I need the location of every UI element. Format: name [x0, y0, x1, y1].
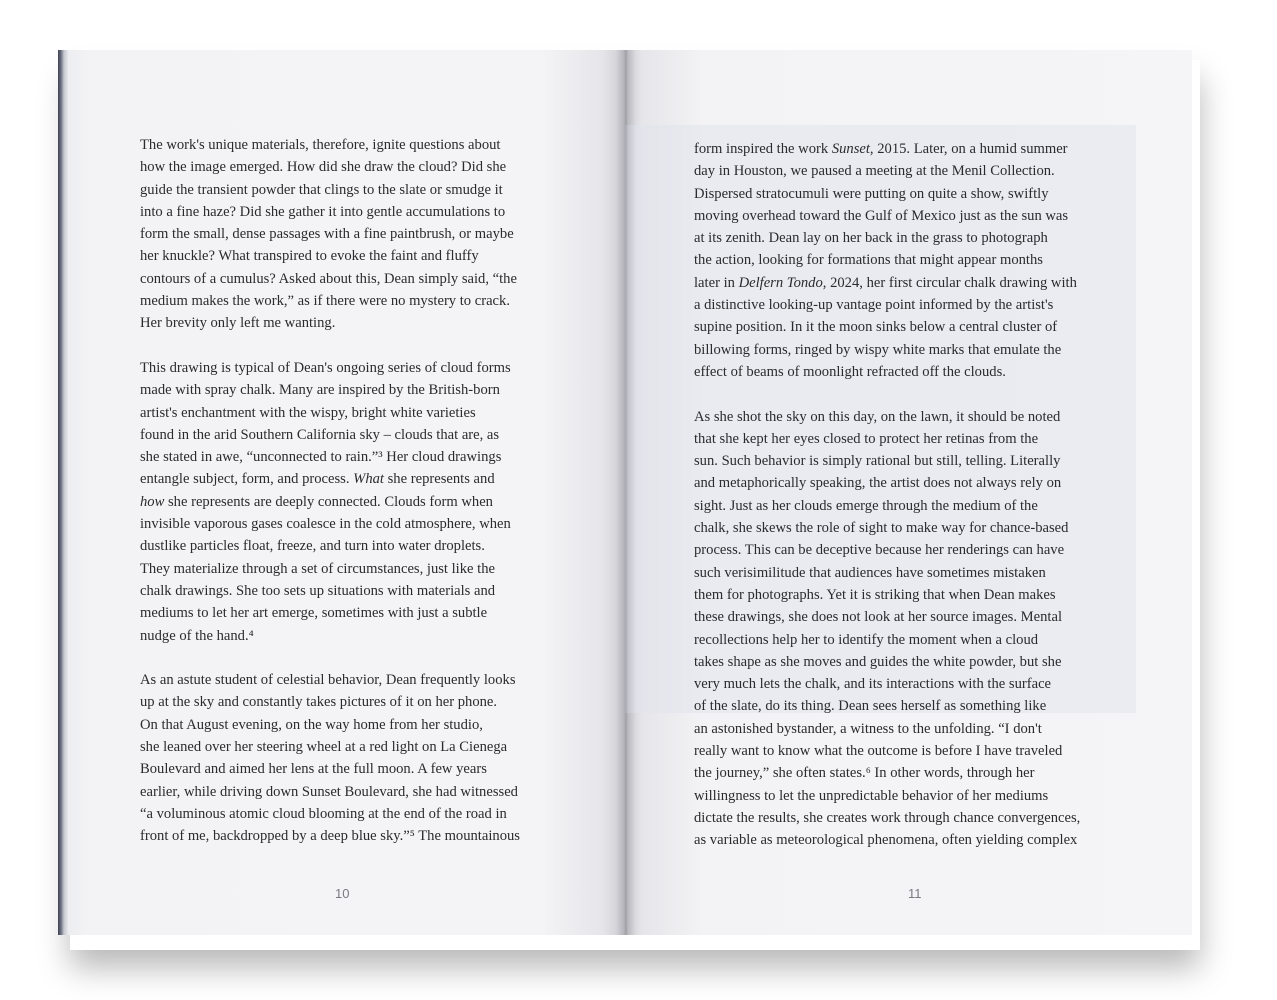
- text-line: earlier, while driving down Sunset Boulevard, she had witnessed: [140, 783, 518, 800]
- right-page: [625, 50, 1192, 935]
- text-line: “a voluminous atomic cloud blooming at the end of the road in: [140, 805, 507, 822]
- text-line: takes shape as she moves and guides the white powder, but she: [694, 653, 1062, 670]
- text-line: as variable as meteorological phenomena, often yielding complex: [694, 832, 1078, 849]
- text-line: how the image emerged. How did she draw the cloud? Did she: [140, 159, 507, 176]
- paragraph-gap: [694, 383, 1114, 405]
- text-line: up at the sky and constantly takes pictures of it on her phone.: [140, 694, 498, 711]
- text-line: guide the transient powder that clings to the slate or smudge it: [140, 181, 503, 198]
- text-line: nudge of the hand.⁴: [140, 627, 254, 644]
- text-line: such verisimilitude that audiences have sometimes mistaken: [694, 564, 1046, 581]
- text-line: contours of a cumulus? Asked about this, Dean simply said, “the: [140, 270, 517, 287]
- text-line: very much lets the chalk, and its interactions with the surface: [694, 676, 1052, 693]
- book-cover-edge: [58, 50, 68, 935]
- text-line: found in the arid Southern California sky – clouds that are, as: [140, 426, 500, 443]
- text-line: sight. Just as her clouds emerge through the medium of the: [694, 497, 1038, 514]
- text-line: invisible vaporous gases coalesce in the cold atmosphere, when: [140, 516, 511, 533]
- text-line: the journey,” she often states.⁶ In other words, through her: [694, 765, 1035, 782]
- left-page-number: 10: [335, 886, 350, 901]
- text-line: artist's enchantment with the wispy, bright white varieties: [140, 404, 476, 421]
- text-line: them for photographs. Yet it is striking that when Dean makes: [694, 586, 1056, 603]
- text-line: really want to know what the outcome is before I have traveled: [694, 743, 1063, 760]
- text-line: entangle subject, form, and process. What she represents and: [140, 471, 495, 488]
- text-line: and metaphorically speaking, the artist does not always rely on: [694, 475, 1062, 492]
- text-line: day in Houston, we paused a meeting at the Menil Collection.: [694, 163, 1055, 180]
- text-line: chalk, she skews the role of sight to make way for chance-based: [694, 520, 1069, 537]
- text-line: supine position. In it the moon sinks below a central cluster of: [694, 319, 1058, 336]
- left-page: [58, 50, 625, 935]
- text-line: process. This can be deceptive because her renderings can have: [694, 542, 1065, 559]
- text-line: at its zenith. Dean lay on her back in the grass to photograph: [694, 230, 1048, 247]
- text-line: she leaned over her steering wheel at a red light on La Cienega: [140, 739, 508, 756]
- text-line: As an astute student of celestial behavior, Dean frequently looks: [140, 672, 516, 689]
- text-line: dustlike particles float, freeze, and turn into water droplets.: [140, 538, 485, 555]
- text-line: form inspired the work Sunset, 2015. Later, on a humid summer: [694, 141, 1068, 157]
- text-line: into a fine haze? Did she gather it into gentle accumulations to: [140, 203, 506, 220]
- text-line: The work's unique materials, therefore, ignite questions about: [140, 137, 501, 153]
- left-page-body: [140, 134, 570, 848]
- text-line: an astonished bystander, a witness to the unfolding. “I don't: [694, 720, 1042, 737]
- text-line: recollections help her to identify the moment when a cloud: [694, 631, 1039, 648]
- text-line: that she kept her eyes closed to protect her retinas from the: [694, 430, 1039, 447]
- text-line: how she represents are deeply connected. Clouds form when: [140, 493, 493, 510]
- text-line: They materialize through a set of circumstances, just like the: [140, 560, 495, 577]
- text-line: As she shot the sky on this day, on the lawn, it should be noted: [694, 408, 1061, 425]
- paragraph-gap: [140, 335, 570, 357]
- text-line: these drawings, she does not look at her source images. Mental: [694, 609, 1062, 626]
- text-line: a distinctive looking-up vantage point informed by the artist's: [694, 297, 1054, 314]
- paragraph-gap: [140, 647, 570, 669]
- text-line: effect of beams of moonlight refracted off the clouds.: [694, 363, 1006, 380]
- text-line: she stated in awe, “unconnected to rain.”³ Her cloud drawings: [140, 449, 502, 466]
- text-line: Dispersed stratocumuli were putting on quite a show, swiftly: [694, 185, 1049, 202]
- text-line: This drawing is typical of Dean's ongoing series of cloud forms: [140, 359, 511, 376]
- right-page-number: 11: [908, 886, 922, 901]
- text-line: mediums to let her art emerge, sometimes with just a subtle: [140, 605, 488, 622]
- text-line: chalk drawings. She too sets up situations with materials and: [140, 582, 496, 599]
- text-line: the action, looking for formations that might appear months: [694, 252, 1043, 269]
- book-gutter: [616, 50, 636, 935]
- text-line: of the slate, do its thing. Dean sees herself as something like: [694, 698, 1047, 715]
- text-line: medium makes the work,” as if there were no mystery to crack.: [140, 293, 510, 310]
- text-line: form the small, dense passages with a fine paintbrush, or maybe: [140, 226, 514, 243]
- text-line: billowing forms, ringed by wispy white marks that emulate the: [694, 341, 1062, 358]
- text-line: later in Delfern Tondo, 2024, her first circular chalk drawing with: [694, 274, 1077, 291]
- text-line: Her brevity only left me wanting.: [140, 315, 336, 332]
- text-line: dictate the results, she creates work through chance convergences,: [694, 809, 1081, 826]
- text-line: front of me, backdropped by a deep blue sky.”⁵ The mountainous: [140, 828, 520, 845]
- text-line: moving overhead toward the Gulf of Mexico just as the sun was: [694, 207, 1069, 224]
- text-line: Boulevard and aimed her lens at the full moon. A few years: [140, 761, 487, 778]
- text-line: her knuckle? What transpired to evoke the faint and fluffy: [140, 248, 479, 265]
- text-line: sun. Such behavior is simply rational but still, telling. Literally: [694, 453, 1061, 470]
- text-line: made with spray chalk. Many are inspired by the British-born: [140, 382, 500, 399]
- text-line: willingness to let the unpredictable behavior of her mediums: [694, 787, 1049, 804]
- text-line: On that August evening, on the way home from her studio,: [140, 716, 483, 733]
- right-page-body: [694, 138, 1114, 852]
